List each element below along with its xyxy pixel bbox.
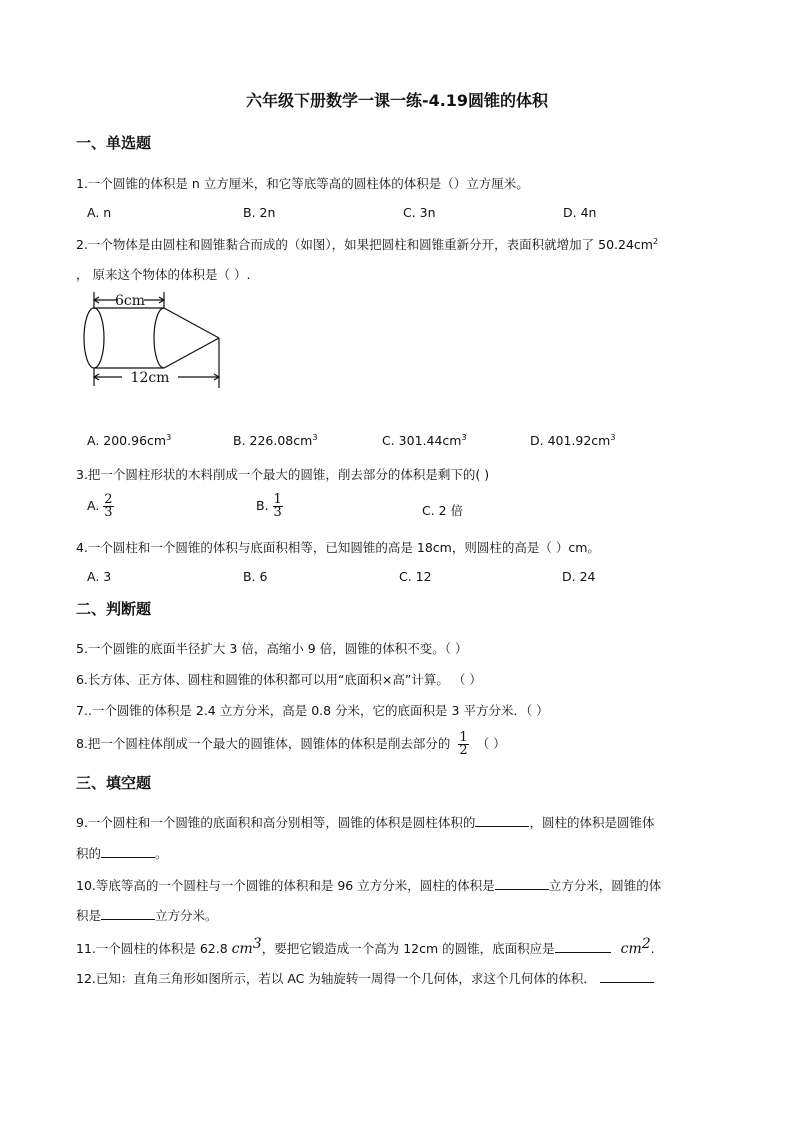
q1-option-c[interactable]: C. 3n <box>403 205 436 220</box>
question-11: 11.一个圆柱的体积是 62.8 $cm^3$，要把它锻造成一个高为 12cm 的圆锥，底面积应是 $cm^2$. <box>76 936 655 958</box>
q3-option-b[interactable]: B. $\frac{1}{3}$ <box>256 492 282 520</box>
dim-label-12cm: 12cm <box>130 370 170 386</box>
q2-option-a[interactable]: A. $200.96cm^3$ <box>87 433 172 449</box>
question-10-line-1: 10.等底等高的一个圆柱与一个圆锥的体积和是 96 立方分米，圆柱的体积是 立方分米，圆锥的体 <box>76 878 662 893</box>
question-3: 3.把一个圆柱形状的木料削成一个最大的圆锥，削去部分的体积是剩下的( ) <box>76 467 490 482</box>
cone-upper-edge <box>164 308 219 338</box>
section-heading-true-false: 二、判断题 <box>76 600 152 618</box>
q1-option-b[interactable]: B. 2n <box>243 205 276 220</box>
question-1: 1.一个圆锥的体积是 n 立方厘米，和它等底等高的圆柱体的体积是（）立方厘米。 <box>76 176 529 191</box>
section-heading-single-choice: 一、单选题 <box>76 134 152 152</box>
answer-blank[interactable] <box>101 907 155 920</box>
fraction: $\frac{2}{3}$ <box>104 492 113 520</box>
answer-blank[interactable] <box>101 845 155 858</box>
q2-option-d[interactable]: D. $401.92cm^3$ <box>530 433 616 449</box>
question-8: 8.把一个圆柱体削成一个最大的圆锥体，圆锥体的体积是削去部分的 $\frac{1}{2}$ （ ） <box>76 730 506 758</box>
q3-option-c[interactable]: C. 2 倍 <box>422 503 464 518</box>
answer-blank[interactable] <box>555 940 611 953</box>
answer-blank[interactable] <box>600 970 654 983</box>
question-6: 6.长方体、正方体、圆柱和圆锥的体积都可以用“底面积×高”计算。 （ ） <box>76 672 482 687</box>
q2-option-b[interactable]: B. $226.08cm^3$ <box>233 433 318 449</box>
question-7: 7..一个圆锥的体积是 2.4 立方分米，高是 0.8 分米，它的底面积是 3 平方分米．（ ） <box>76 703 549 718</box>
q2-option-c[interactable]: C. $301.44cm^3$ <box>382 433 467 449</box>
question-9-line-2: 积的 。 <box>76 846 168 861</box>
q4-option-d[interactable]: D. 24 <box>562 569 596 584</box>
cylinder-end-ellipse <box>84 308 104 368</box>
fraction: $\frac{1}{3}$ <box>273 492 282 520</box>
cylinder-joint-arc <box>154 308 164 368</box>
dim-label-6cm: 6cm <box>114 293 146 309</box>
question-2-line-2: ， 原来这个物体的体积是（ ）. <box>76 267 251 282</box>
cylinder-cone-figure <box>78 290 228 390</box>
cone-lower-edge <box>164 338 219 368</box>
answer-blank[interactable] <box>475 814 529 827</box>
question-5: 5.一个圆锥的底面半径扩大 3 倍，高缩小 9 倍，圆锥的体积不变。（ ） <box>76 641 468 656</box>
question-12: 12.已知：直角三角形如图所示，若以 AC 为轴旋转一周得一个几何体，求这个几何体的体积． <box>76 969 654 987</box>
section-heading-fill-blank: 三、填空题 <box>76 774 152 792</box>
question-2-line-1: 2.一个物体是由圆柱和圆锥黏合而成的（如图），如果把圆柱和圆锥重新分开，表面积就增加了 $50.24cm^2$ <box>76 236 659 252</box>
question-9-line-1: 9.一个圆柱和一个圆锥的底面积和高分别相等，圆锥的体积是圆柱体积的 ，圆柱的体积是圆锥体 <box>76 815 655 830</box>
q1-option-d[interactable]: D. 4n <box>563 205 597 220</box>
q4-option-c[interactable]: C. 12 <box>399 569 432 584</box>
q1-option-a[interactable]: A. n <box>87 205 112 220</box>
question-10-line-2: 积是 立方分米。 <box>76 908 218 923</box>
q3-option-a[interactable]: A. $\frac{2}{3}$ <box>87 492 113 520</box>
question-4: 4.一个圆柱和一个圆锥的体积与底面积相等，已知圆锥的高是 18cm，则圆柱的高是（ ）cm。 <box>76 540 600 555</box>
fraction: $\frac{1}{2}$ <box>459 730 468 758</box>
page-title: 六年级下册数学一课一练-4.19圆锥的体积 <box>245 91 549 110</box>
q4-option-b[interactable]: B. 6 <box>243 569 268 584</box>
answer-blank[interactable] <box>495 877 549 890</box>
q4-option-a[interactable]: A. 3 <box>87 569 112 584</box>
